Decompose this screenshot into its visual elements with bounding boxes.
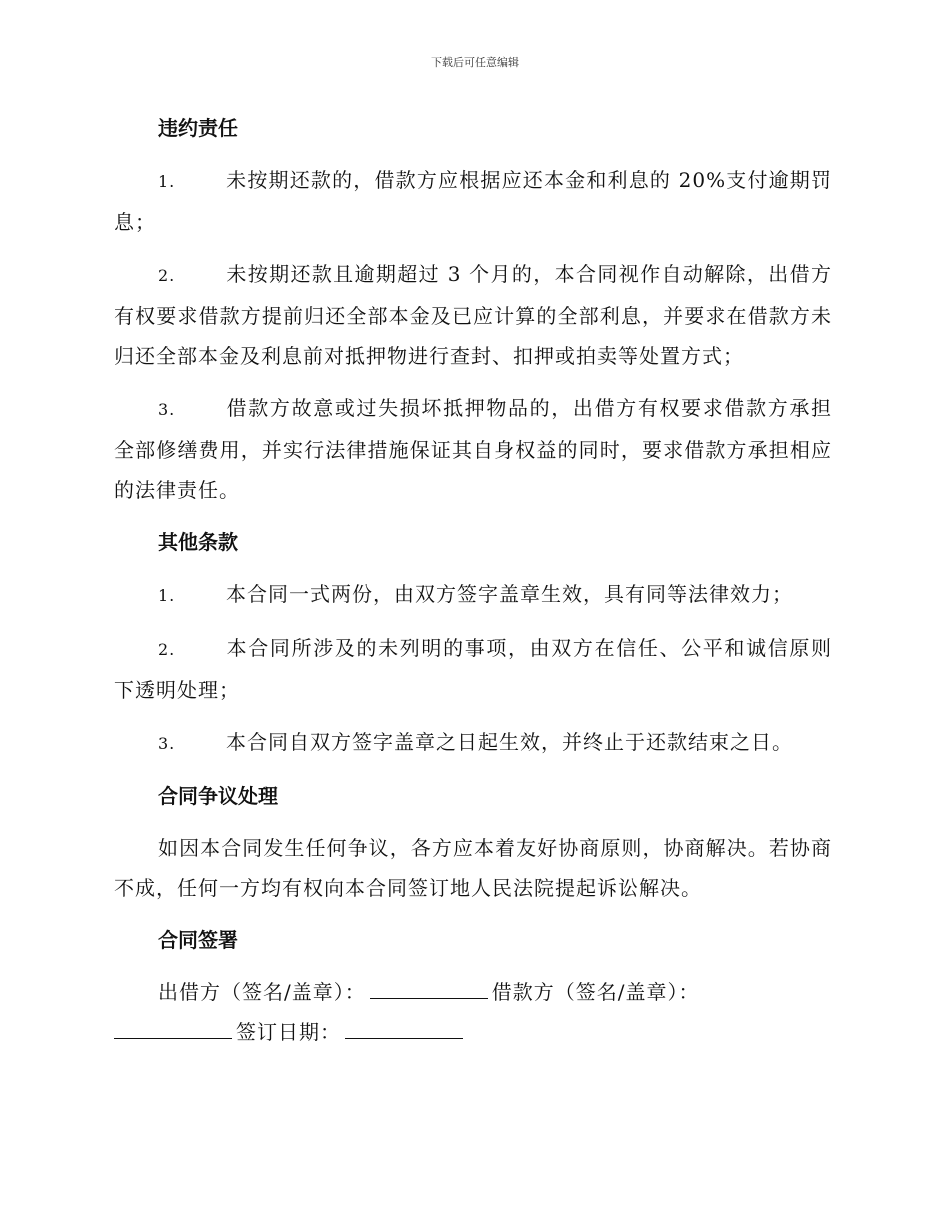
other-clause-2	[114, 628, 832, 710]
section-heading-other: 其他条款	[158, 530, 238, 554]
clause-text: 未按期还款的，借款方应根据应还本金和利息的 20%支付逾期罚息；	[114, 168, 832, 234]
borrower-signature-blank	[114, 1016, 232, 1039]
lender-signature-blank	[370, 976, 488, 999]
other-clause-1	[114, 574, 832, 616]
clause-number: 1.	[158, 586, 176, 605]
section-heading-dispute: 合同争议处理	[158, 784, 278, 808]
clause-text: 未按期还款且逾期超过 3 个月的，本合同视作自动解除，出借方有权要求借款方提前归还全部本金及已应计算的全部利息，并要求在借款方未归还全部本金及利息前对抵押物进行查封、扣押或拍卖等处置方式；	[114, 262, 832, 368]
borrower-signature-label: 借款方（签名/盖章）：	[491, 980, 700, 1004]
page-header: 下载后可任意编辑	[431, 56, 519, 69]
clause-text: 本合同所涉及的未列明的事项，由双方在信任、公平和诚信原则下透明处理；	[114, 636, 832, 702]
other-clause-3	[114, 722, 832, 764]
section-heading-breach: 违约责任	[158, 116, 238, 140]
breach-clause-1	[114, 160, 832, 242]
clause-number: 2.	[158, 266, 176, 285]
dispute-paragraph: 如因本合同发生任何争议，各方应本着友好协商原则，协商解决。若协商不成，任何一方均有权向本合同签订地人民法院提起诉讼解决。	[114, 836, 832, 900]
section-heading-signing: 合同签署	[158, 928, 238, 952]
clause-text: 本合同一式两份，由双方签字盖章生效，具有同等法律效力；	[226, 582, 793, 606]
signature-line-1	[114, 972, 832, 1012]
breach-clause-3	[114, 388, 832, 510]
lender-signature-label: 出借方（签名/盖章）：	[158, 980, 366, 1004]
breach-clause-2	[114, 254, 832, 376]
clause-text: 借款方故意或过失损坏抵押物品的，出借方有权要求借款方承担全部修缮费用，并实行法律措施保证其自身权益的同时，要求借款方承担相应的法律责任。	[114, 396, 832, 502]
signing-date-label: 签订日期：	[236, 1020, 341, 1044]
document-body	[114, 108, 832, 1052]
clause-number: 2.	[158, 640, 176, 659]
clause-text: 本合同自双方签字盖章之日起生效，并终止于还款结束之日。	[226, 730, 793, 754]
clause-number: 3.	[158, 400, 176, 419]
signature-line-2	[114, 1012, 832, 1052]
signing-date-blank	[345, 1016, 463, 1039]
clause-number: 1.	[158, 172, 176, 191]
clause-number: 3.	[158, 734, 176, 753]
